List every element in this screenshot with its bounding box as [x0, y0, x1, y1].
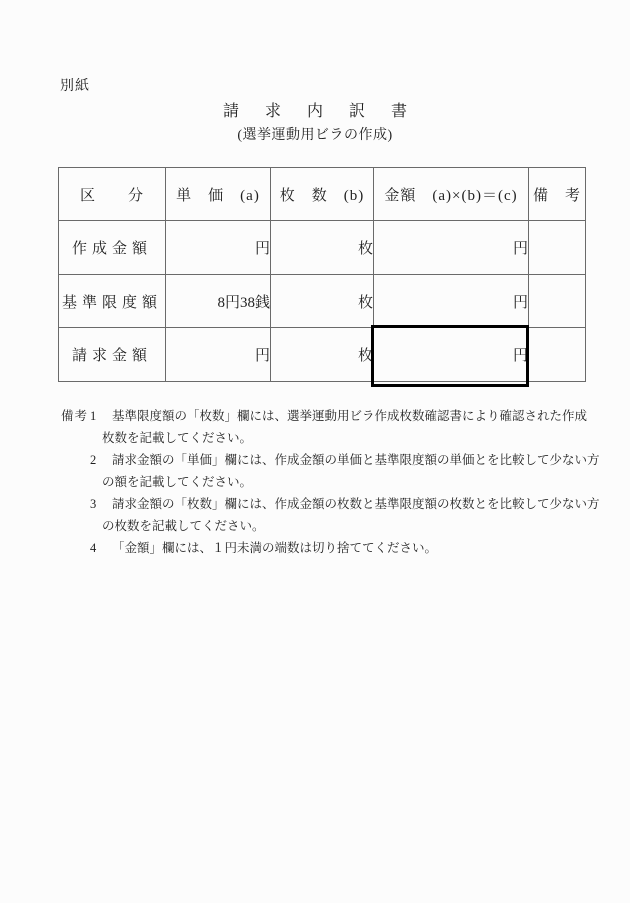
document-title: 請 求 内 訳 書	[222, 103, 412, 120]
limit-sheets-cell: 枚	[271, 275, 374, 328]
note-2-line-2: の額を記載してください。	[102, 475, 253, 489]
notes-heading: 備考	[61, 409, 89, 423]
note-3-number: 3	[90, 497, 97, 511]
note-2-line-1	[61, 449, 606, 471]
note-4-line-1	[61, 537, 606, 559]
invoice-table-container	[58, 167, 585, 382]
header-unit-price: 単 価 (a)	[166, 168, 271, 221]
note-2-text: 請求金額の「単価」欄には、作成金額の単価と基準限度額の単価とを比較して少ない方	[112, 453, 600, 467]
note-1-line-2: 枚数を記載してください。	[102, 431, 253, 445]
table-row-claim-amount	[59, 328, 586, 382]
note-1-text: 基準限度額の「枚数」欄には、選挙運動用ビラ作成枚数確認書により確認された作成	[112, 409, 588, 423]
table-header-row	[59, 168, 586, 221]
limit-amount-cell: 円	[374, 275, 529, 328]
limit-remarks-cell	[529, 275, 586, 328]
document-subtitle: (選挙運動用ビラの作成)	[237, 128, 393, 143]
production-remarks-cell	[529, 221, 586, 275]
invoice-breakdown-table	[58, 167, 586, 382]
note-4-text: 「金額」欄には、１円未満の端数は切り捨ててください。	[112, 541, 438, 555]
note-3-text: 請求金額の「枚数」欄には、作成金額の枚数と基準限度額の枚数とを比較して少ない方	[112, 497, 600, 511]
production-category-cell: 作成金額	[59, 221, 166, 275]
note-3-line-2: の枚数を記載してください。	[102, 519, 265, 533]
limit-unit-price-cell: 8円38銭	[166, 275, 271, 328]
limit-category-cell: 基準限度額	[59, 275, 166, 328]
notes-section	[61, 405, 606, 559]
header-category: 区 分	[59, 168, 166, 221]
claim-remarks-cell	[529, 328, 586, 382]
note-3-line-1	[61, 493, 606, 515]
attachment-label: 別紙	[60, 79, 90, 94]
production-amount-cell: 円	[374, 221, 529, 275]
header-remarks: 備 考	[529, 168, 586, 221]
claim-amount-cell: 円	[374, 328, 529, 382]
note-1-line-1	[61, 405, 606, 427]
claim-category-cell: 請求金額	[59, 328, 166, 382]
production-unit-price-cell: 円	[166, 221, 271, 275]
note-4-number: 4	[90, 541, 97, 555]
header-sheets: 枚 数 (b)	[271, 168, 374, 221]
table-row-standard-limit	[59, 275, 586, 328]
table-row-production-amount	[59, 221, 586, 275]
note-1-number: 1	[90, 409, 97, 423]
production-sheets-cell: 枚	[271, 221, 374, 275]
header-amount: 金額 (a)×(b)＝(c)	[374, 168, 529, 221]
note-2-number: 2	[90, 453, 97, 467]
claim-sheets-cell: 枚	[271, 328, 374, 382]
claim-unit-price-cell: 円	[166, 328, 271, 382]
